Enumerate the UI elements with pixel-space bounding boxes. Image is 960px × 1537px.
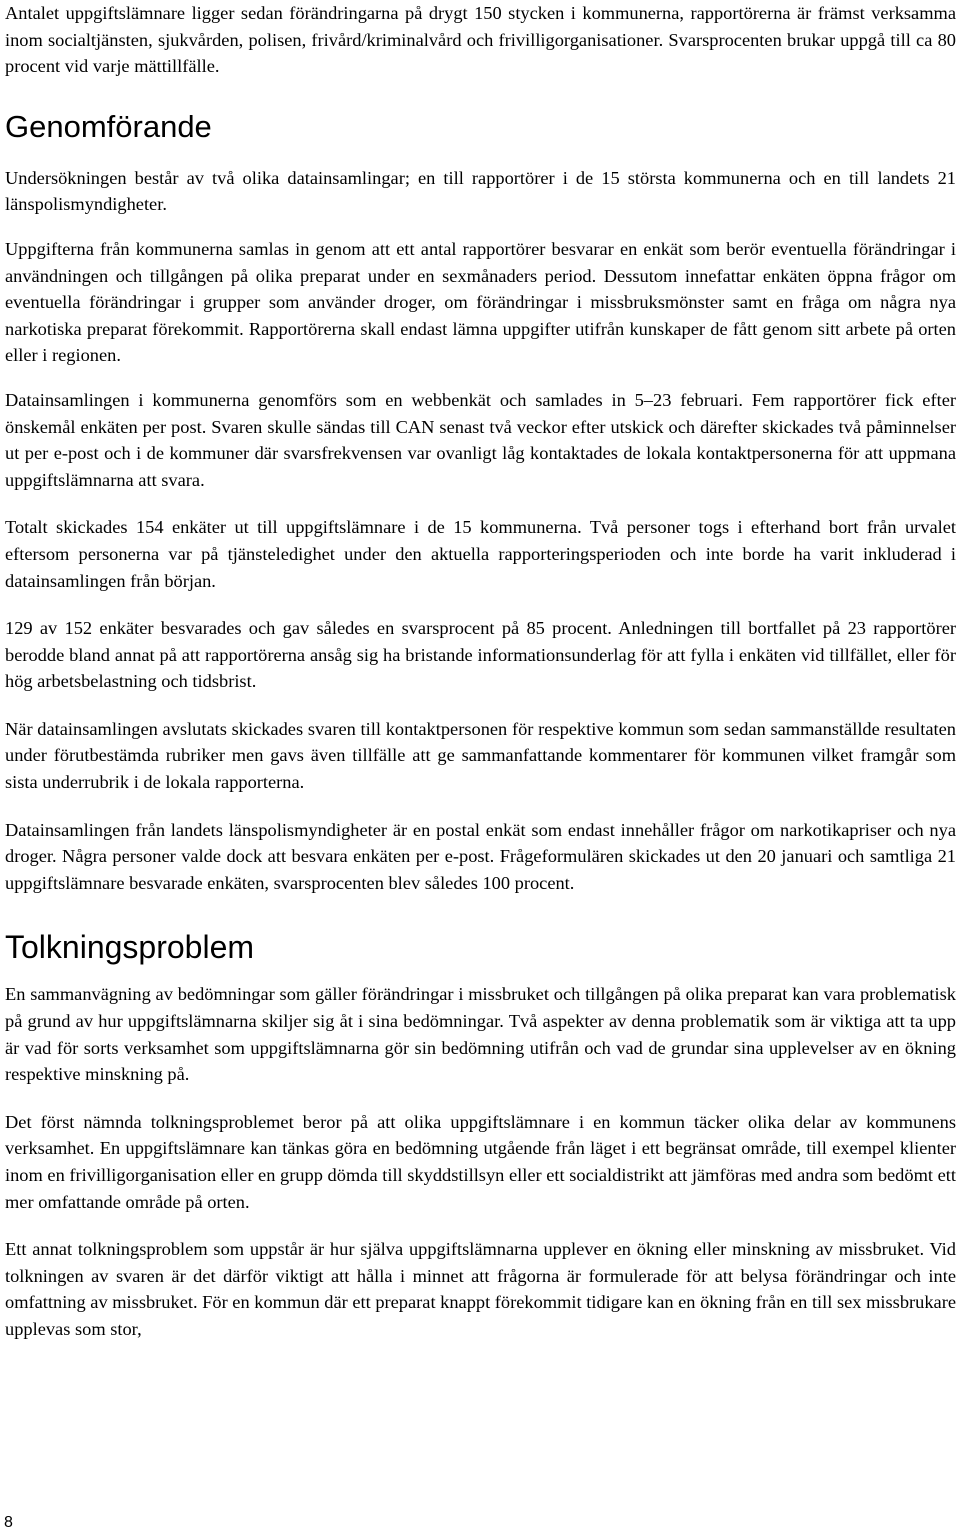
paragraph: Undersökningen består av två olika datainsamlingar; en till rapportörer i de 15 största kommunerna och en till landets 21 länspolismyndigheter.: [5, 167, 956, 215]
paragraph: Det först nämnda tolkningsproblemet beror på att olika uppgiftslämnare i en kommun täcker olika delar av kommunens verksamhet. En uppgiftslämnare kan tänkas göra en bedömning utgående från läget i ett begränsat område, till exempel klienter inom en frivilligorganisation eller en grupp dömda till skyddstillsyn eller ett socialdistrikt att jämföras med andra som bedömt ett mer omfattande område på orten.: [5, 1111, 956, 1212]
section-heading-tolkningsproblem: Tolkningsproblem: [5, 929, 255, 966]
paragraph: Datainsamlingen i kommunerna genomförs som en webbenkät och samlades in 5–23 februari. Fem rapportörer fick efter önskemål enkäten per post. Svaren skulle sändas till CAN senast två veckor efter utskick och därefter skickades två påminnelser ut per e-post och i de kommuner där svarsfrekvensen var ovanligt låg kontaktades de lokala kontaktpersonerna för att uppmana uppgiftslämnarna att svara.: [5, 389, 956, 490]
paragraph: Datainsamlingen från landets länspolismyndigheter är en postal enkät som endast innehåller frågor om narkotikapriser och nya droger. Några personer valde dock att besvara enkäten per e-post. Frågeformulären skickades ut den 20 januari och samtliga 21 uppgiftslämnare besvarade enkäten, svarsprocenten blev således 100 procent.: [5, 819, 956, 893]
paragraph: Totalt skickades 154 enkäter ut till uppgiftslämnare i de 15 kommunerna. Två personer togs i efterhand bort från urvalet eftersom personerna var på tjänsteledighet under den aktuella rapporteringsperioden och inte borde ha varit inkluderad i datainsamlingen från början.: [5, 517, 956, 591]
paragraph: En sammanvägning av bedömningar som gäller förändringar i missbruket och tillgången på olika preparat kan vara problematisk på grund av hur uppgiftslämnarna skiljer sig åt i sina bedömningar. Två aspekter av denna problematik som är viktiga att ta upp är vad för sorts verksamhet som uppgiftslämnarna gör sin bedömning utifrån och vad de grundar sina upplevelser av en ökning respektive minskning på.: [5, 984, 956, 1085]
section-heading-genomforande: Genomförande: [5, 108, 212, 144]
paragraph: 129 av 152 enkäter besvarades och gav således en svarsprocent på 85 procent. Anledningen till bortfallet på 23 rapportörer berodde bland annat på att rapportörerna ansåg sig ha bristande informationsunderlag för att fylla i enkäten vid tillfället, eller för hög arbetsbelastning och tidsbrist.: [5, 618, 956, 692]
intro-paragraph: Antalet uppgiftslämnare ligger sedan förändringarna på drygt 150 stycken i kommunerna, rapportörerna är främst verksamma inom socialtjänsten, sjukvården, polisen, frivård/kriminalvård och frivilligorganisationer. Svarsprocenten brukar uppgå till ca 80 procent vid varje mättillfälle.: [5, 3, 956, 77]
paragraph: Uppgifterna från kommunerna samlas in genom att ett antal rapportörer besvarar en enkät som berör eventuella förändringar i användningen och tillgången på olika preparat under en sexmånaders period. Dessutom innefattar enkäten öppna frågor om eventuella förändringar i grupper som använder droger, om förändringar i missbruksmönster samt en fråga om några nya narkotiska preparat förekommit. Rapportörerna skall endast lämna uppgifter utifrån kunskaper de fått genom sitt arbete på orten eller i regionen.: [5, 238, 956, 366]
page-number: 8: [4, 1514, 13, 1531]
paragraph: När datainsamlingen avslutats skickades svaren till kontaktpersonen för respektive kommun som sedan sammanställde resultaten under förutbestämda rubriker men gavs även tillfälle att ge sammanfattande kommentarer för kommunen vilket framgår som sista underrubrik i de lokala rapporterna.: [5, 718, 956, 793]
paragraph: Ett annat tolkningsproblem som uppstår är hur själva uppgiftslämnarna upplever en ökning eller minskning av missbruket. Vid tolkningen av svaren är det därför viktigt att hålla i minnet att frågorna är formulerade för att belysa förändringar och inte omfattning av missbruket. För en kommun där ett preparat knappt förekommit tidigare kan en ökning från en till sex missbrukare upplevas som stor,: [5, 1239, 956, 1339]
